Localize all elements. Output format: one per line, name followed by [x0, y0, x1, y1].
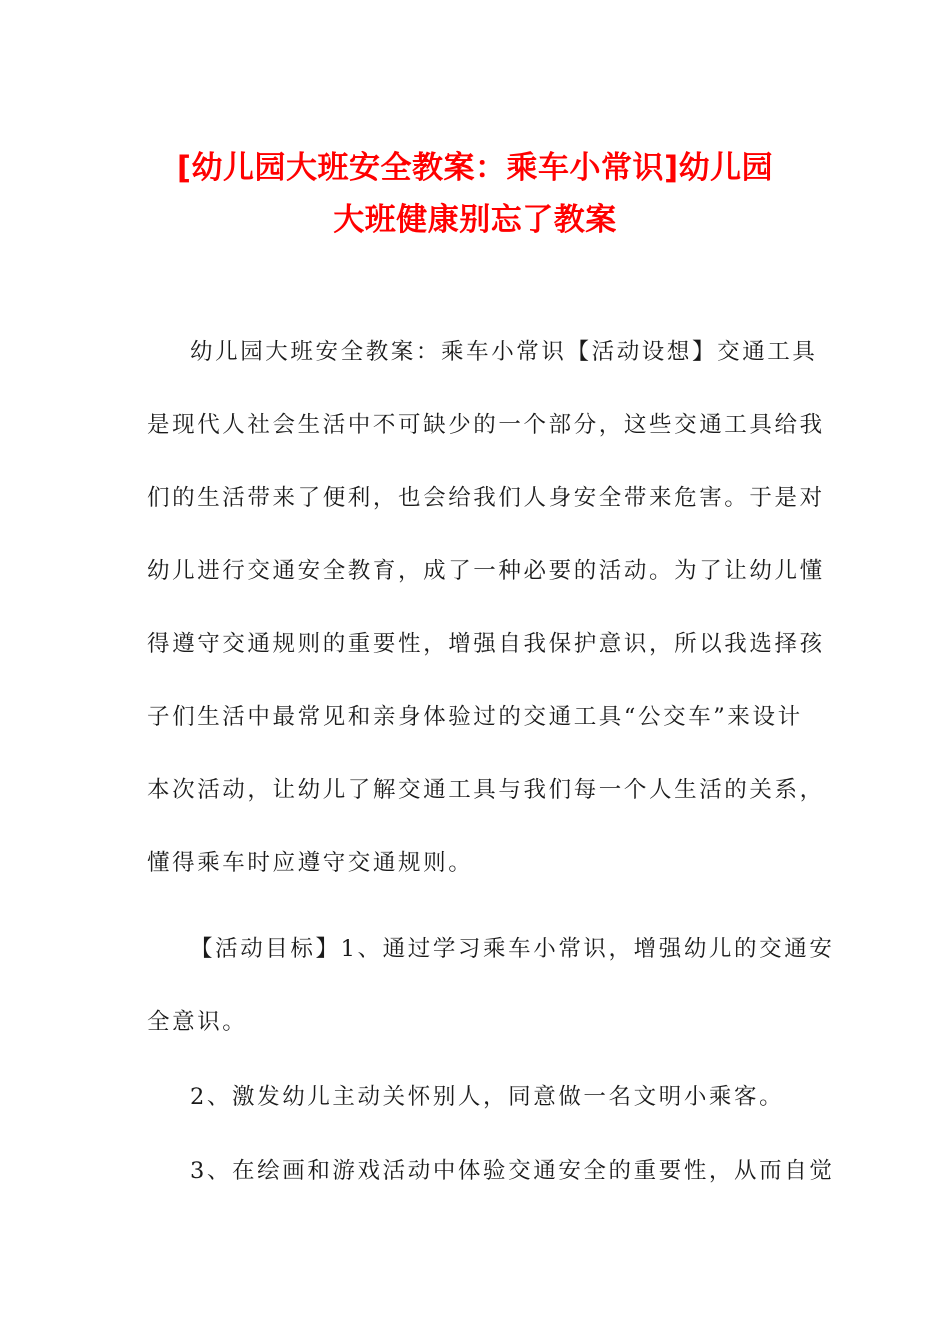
paragraph-line: 本次活动，让幼儿了解交通工具与我们每一个人生活的关系，	[147, 777, 825, 803]
paragraph-line: 3、在绘画和游戏活动中体验交通安全的重要性，从而自觉	[190, 1158, 835, 1184]
paragraph-line: 全意识。	[147, 1009, 248, 1035]
title-line-1: [幼儿园大班安全教案：乘车小常识]幼儿园	[176, 150, 774, 186]
paragraph-line: 们的生活带来了便利，也会给我们人身安全带来危害。于是对	[147, 485, 825, 511]
paragraph-line: 幼儿园大班安全教案：乘车小常识【活动设想】交通工具	[190, 339, 818, 365]
document-title	[120, 142, 830, 246]
paragraph-line: 得遵守交通规则的重要性，增强自我保护意识，所以我选择孩	[147, 631, 825, 657]
paragraph-line: 懂得乘车时应遵守交通规则。	[147, 850, 474, 876]
paragraph-line: 【活动目标】1、通过学习乘车小常识，增强幼儿的交通安	[190, 936, 835, 962]
paragraph-line: 幼儿进行交通安全教育，成了一种必要的活动。为了让幼儿懂	[147, 558, 825, 584]
paragraph-line: 子们生活中最常见和亲身体验过的交通工具“公交车”来设计	[147, 704, 803, 730]
paragraph-line: 2、激发幼儿主动关怀别人，同意做一名文明小乘客。	[190, 1084, 785, 1110]
paragraph-line: 是现代人社会生活中不可缺少的一个部分，这些交通工具给我	[147, 412, 825, 438]
title-line-2: 大班健康别忘了教案	[333, 202, 617, 238]
